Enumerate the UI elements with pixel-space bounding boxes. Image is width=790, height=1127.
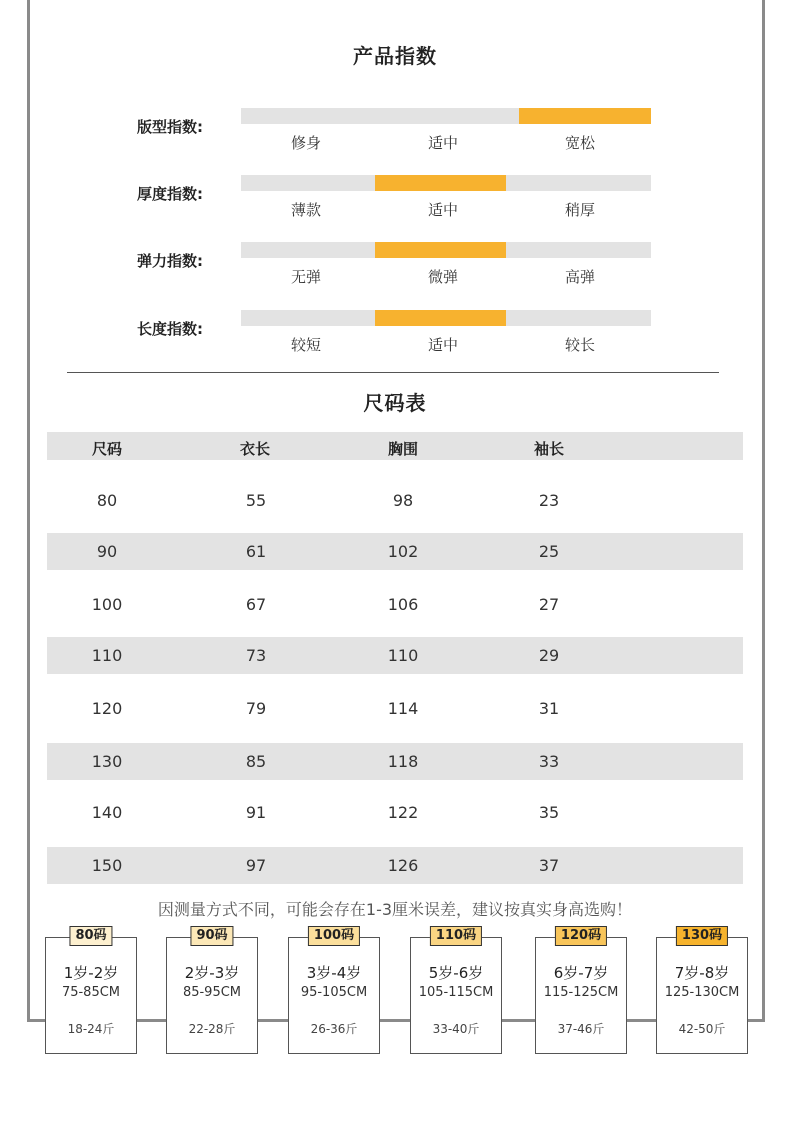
size-tag: 130码 <box>676 926 728 946</box>
table-row <box>47 482 743 519</box>
table-cell: 100 <box>91 595 123 614</box>
table-row <box>47 637 743 674</box>
index-option: 微弹 <box>427 268 458 286</box>
table-cell: 35 <box>538 803 560 822</box>
table-cell: 29 <box>538 646 560 665</box>
index-label: 版型指数: <box>137 118 203 136</box>
index-row-thickness <box>0 175 790 225</box>
index-bar-track <box>241 242 651 258</box>
table-cell: 25 <box>538 542 560 561</box>
weight-range: 18-24斤 <box>67 1022 115 1036</box>
height-range: 75-85CM <box>61 985 121 1000</box>
weight-range: 26-36斤 <box>310 1022 358 1036</box>
size-card <box>166 928 258 1054</box>
table-cell: 91 <box>245 803 267 822</box>
index-option: 高弹 <box>564 268 595 286</box>
size-card <box>535 928 627 1054</box>
table-cell: 140 <box>91 803 123 822</box>
column-header: 衣长 <box>239 440 270 458</box>
table-row <box>47 533 743 570</box>
size-tag: 90码 <box>190 926 233 946</box>
index-label: 长度指数: <box>137 320 203 338</box>
size-tag: 100码 <box>308 926 360 946</box>
index-option: 无弹 <box>290 268 321 286</box>
table-cell: 97 <box>245 856 267 875</box>
column-header: 胸围 <box>387 440 418 458</box>
table-cell: 150 <box>91 856 123 875</box>
product-index-title: 产品指数 <box>353 44 437 68</box>
index-bar-track <box>241 310 651 326</box>
measurement-note: 因测量方式不同，可能会存在1-3厘米误差，建议按真实身高选购！ <box>157 900 633 919</box>
age-range: 6岁-7岁 <box>553 964 609 982</box>
table-cell: 61 <box>245 542 267 561</box>
table-cell: 37 <box>538 856 560 875</box>
index-option: 适中 <box>427 134 458 152</box>
size-card <box>656 928 748 1054</box>
age-range: 5岁-6岁 <box>428 964 484 982</box>
table-cell: 73 <box>245 646 267 665</box>
table-row <box>47 794 743 831</box>
weight-range: 42-50斤 <box>678 1022 726 1036</box>
section-divider <box>67 372 719 373</box>
index-option: 较长 <box>564 336 595 354</box>
index-option: 适中 <box>427 336 458 354</box>
index-label: 弹力指数: <box>137 252 203 270</box>
index-row-elasticity <box>0 242 790 292</box>
age-range: 2岁-3岁 <box>184 964 240 982</box>
index-bar-highlight <box>519 108 651 124</box>
index-option: 较短 <box>290 336 321 354</box>
weight-range: 22-28斤 <box>188 1022 236 1036</box>
index-option: 宽松 <box>564 134 595 152</box>
index-bar-highlight <box>375 242 506 258</box>
size-tag: 80码 <box>69 926 112 946</box>
index-option: 修身 <box>290 134 321 152</box>
table-cell: 27 <box>538 595 560 614</box>
table-row <box>47 743 743 780</box>
table-cell: 102 <box>387 542 419 561</box>
table-row <box>47 690 743 727</box>
table-cell: 31 <box>538 699 560 718</box>
index-option: 适中 <box>427 201 458 219</box>
table-cell: 55 <box>245 491 267 510</box>
frame-bottom-border <box>27 1019 765 1022</box>
table-cell: 33 <box>538 752 560 771</box>
table-cell: 106 <box>387 595 419 614</box>
table-cell: 23 <box>538 491 560 510</box>
table-cell: 90 <box>96 542 118 561</box>
size-card <box>45 928 137 1054</box>
index-bar-highlight <box>375 175 506 191</box>
size-card <box>288 928 380 1054</box>
column-header: 尺码 <box>91 440 122 458</box>
index-row-fit <box>0 108 790 158</box>
table-cell: 85 <box>245 752 267 771</box>
weight-range: 37-46斤 <box>557 1022 605 1036</box>
index-option: 稍厚 <box>564 201 595 219</box>
size-table-header <box>47 432 743 460</box>
table-cell: 122 <box>387 803 419 822</box>
table-cell: 80 <box>96 491 118 510</box>
age-range: 3岁-4岁 <box>306 964 362 982</box>
table-cell: 67 <box>245 595 267 614</box>
table-cell: 126 <box>387 856 419 875</box>
size-tag: 120码 <box>555 926 607 946</box>
index-bar-highlight <box>375 310 506 326</box>
table-cell: 110 <box>387 646 419 665</box>
table-row <box>47 586 743 623</box>
height-range: 85-95CM <box>182 985 242 1000</box>
height-range: 105-115CM <box>418 985 494 1000</box>
age-range: 1岁-2岁 <box>63 964 119 982</box>
height-range: 125-130CM <box>664 985 740 1000</box>
size-table-title: 尺码表 <box>363 391 427 415</box>
size-card <box>410 928 502 1054</box>
age-range: 7岁-8岁 <box>674 964 730 982</box>
table-cell: 79 <box>245 699 267 718</box>
height-range: 115-125CM <box>543 985 619 1000</box>
index-bar-track <box>241 175 651 191</box>
table-cell: 118 <box>387 752 419 771</box>
height-range: 95-105CM <box>300 985 368 1000</box>
index-label: 厚度指数: <box>137 185 203 203</box>
index-row-length <box>0 310 790 360</box>
table-cell: 98 <box>392 491 414 510</box>
table-cell: 110 <box>91 646 123 665</box>
weight-range: 33-40斤 <box>432 1022 480 1036</box>
index-bar-track <box>241 108 651 124</box>
table-row <box>47 847 743 884</box>
size-tag: 110码 <box>430 926 482 946</box>
table-cell: 120 <box>91 699 123 718</box>
index-option: 薄款 <box>290 201 321 219</box>
table-cell: 130 <box>91 752 123 771</box>
column-header: 袖长 <box>533 440 564 458</box>
table-cell: 114 <box>387 699 419 718</box>
